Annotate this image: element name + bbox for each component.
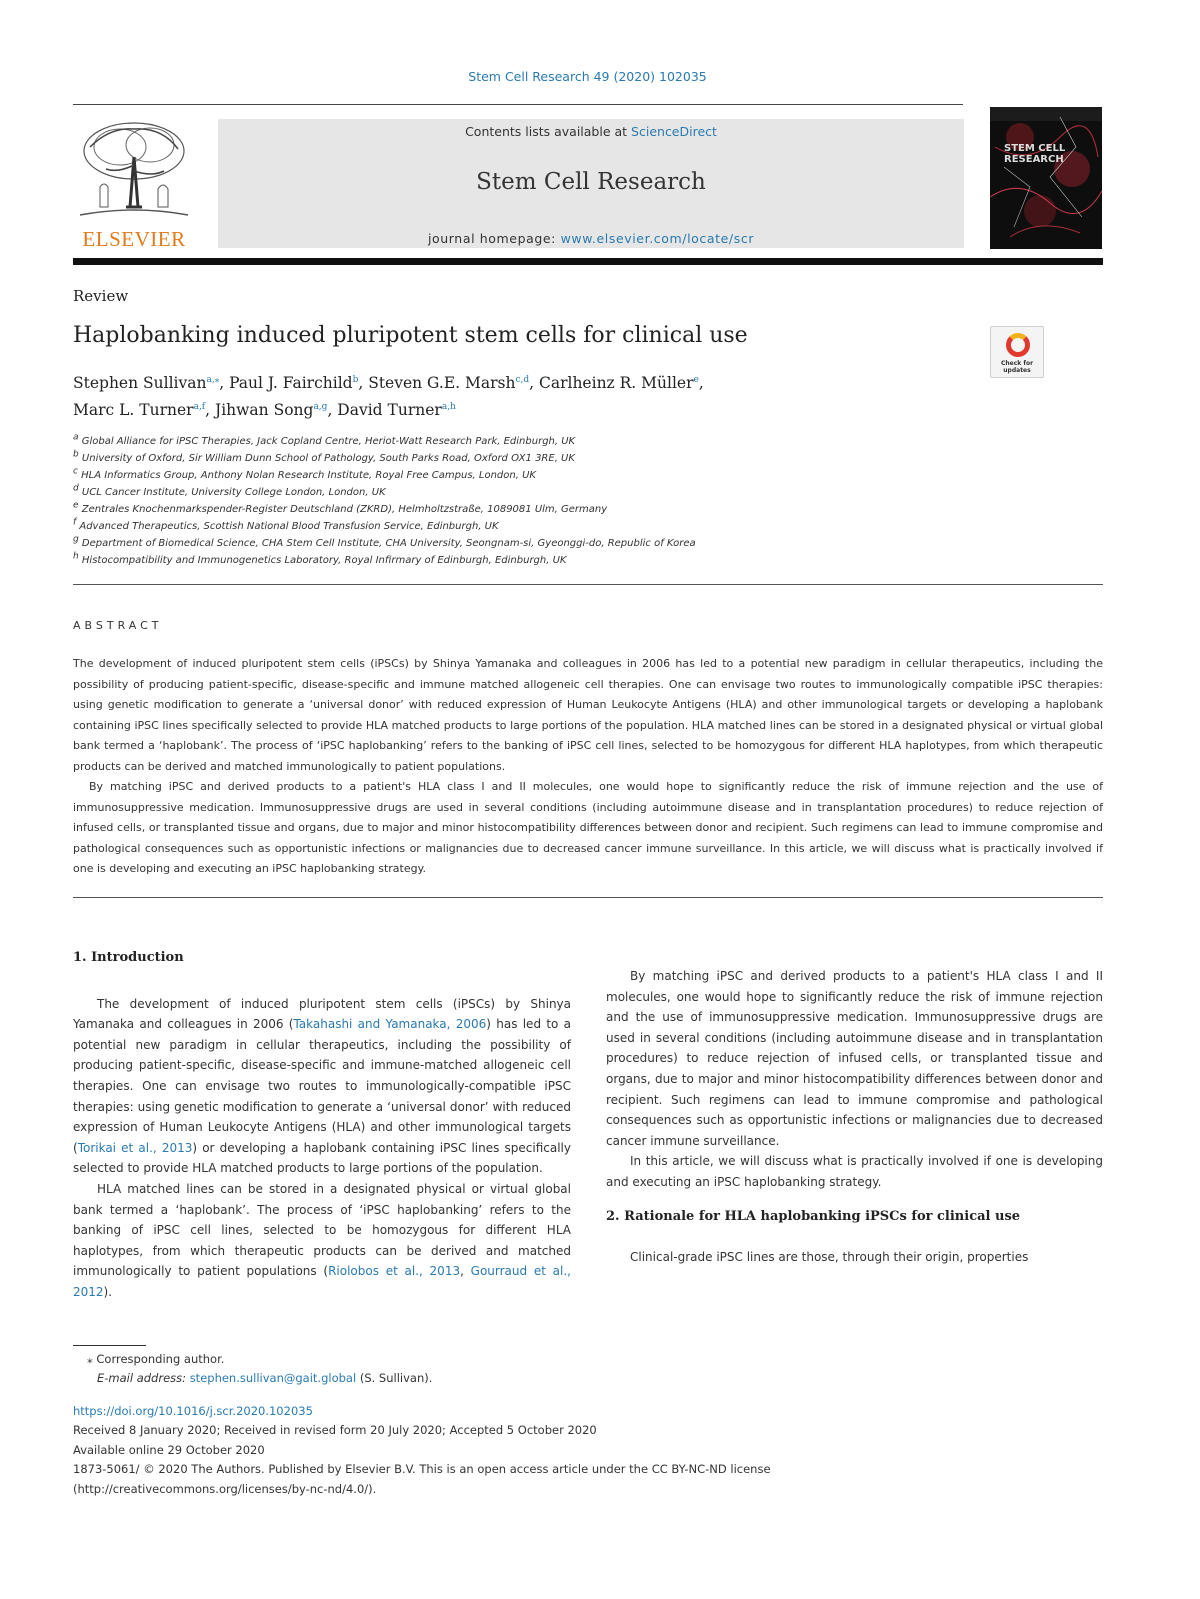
citation-link[interactable]: Takahashi and Yamanaka, 2006 [293, 1017, 487, 1032]
email-link[interactable]: stephen.sullivan@gait.global [189, 1371, 357, 1385]
author-affiliation-marker[interactable]: a,⁎ [206, 374, 220, 385]
author-separator: , [205, 401, 215, 419]
license-url[interactable]: (http://creativecommons.org/licenses/by-nc-nd/4.0/). [73, 1481, 377, 1496]
author-separator: , [358, 374, 369, 392]
author-separator: , [698, 374, 704, 392]
check-for-updates-button[interactable] [990, 326, 1044, 378]
homepage-link[interactable]: www.elsevier.com/locate/scr [560, 231, 755, 246]
author[interactable]: Stephen Sullivan$^{a,⁎}$ [73, 374, 220, 392]
homepage-line [218, 231, 964, 246]
affiliation-item: $^c$ HLA Informatics Group, Anthony Nolan Research Institute, Royal Free Campus, London, UK [73, 466, 536, 481]
author-list [73, 370, 973, 424]
citation-link[interactable]: Gourraud et al., 2012 [73, 1264, 571, 1299]
author[interactable]: Jihwan Song$^{a,g}$ [215, 401, 328, 419]
body-paragraph: In this article, we will discuss what is practically involved if one is developing and executing an iPSC haplobanking strategy. [606, 1154, 1103, 1189]
author[interactable]: Carlheinz R. Müller$^e$ [538, 374, 699, 392]
body-paragraph: HLA matched lines can be stored in a designated physical or virtual global bank termed a ‘haplobank’. The process of ‘iPSC haplobanking’ refers to the banking of iPSC cell lines, selected to be homozygous for different HLA haplotypes, from which therapeutic products can be derived and matched immunologically to patient populations (Riolobos et al., 2013, Gourraud et al., 2012). [73, 1181, 571, 1299]
author[interactable]: Steven G.E. Marsh$^{c,d}$ [368, 374, 530, 392]
email-note: E-mail address: stephen.sullivan@gait.global (S. Sullivan). [97, 1371, 433, 1385]
body-paragraph: Clinical-grade iPSC lines are those, through their origin, properties [630, 1250, 1029, 1265]
contents-prefix: Contents lists available at [465, 124, 632, 139]
article-title: Haplobanking induced pluripotent stem cells for clinical use [73, 323, 748, 348]
elsevier-logo[interactable] [70, 117, 198, 252]
body-right-column [606, 946, 1103, 1268]
author-affiliation-marker[interactable]: a,h [441, 401, 456, 412]
affiliation-item: $^g$ Department of Biomedical Science, CHA Stem Cell Institute, CHA University, Seongnam-si, Gyeonggi-do, Republic of Korea [73, 534, 696, 549]
section-heading-rationale: 2. Rationale for HLA haplobanking iPSCs for clinical use [606, 1208, 1021, 1224]
author-separator: , [219, 374, 230, 392]
sciencedirect-link[interactable]: ScienceDirect [631, 124, 717, 139]
footnote-rule [73, 1345, 146, 1346]
cover-title: STEM CELL RESEARCH [1004, 143, 1066, 165]
author-affiliation-marker[interactable]: a,f [193, 401, 206, 412]
contents-line [218, 124, 964, 139]
license-line: 1873-5061/ © 2020 The Authors. Published by Elsevier B.V. This is an open access article under the CC BY-NC-ND license [73, 1462, 771, 1477]
citation-link[interactable]: Torikai et al., 2013 [77, 1140, 193, 1155]
journal-title: Stem Cell Research [476, 169, 706, 195]
journal-cover[interactable] [990, 107, 1102, 249]
author-affiliation-marker[interactable]: e [693, 374, 699, 385]
affiliation-item: $^b$ University of Oxford, Sir William Dunn School of Pathology, South Parks Road, Oxford OX1 3RE, UK [73, 449, 575, 464]
publication-info [73, 1402, 973, 1499]
author-separator: , [529, 374, 539, 392]
check-updates-icon [1006, 333, 1030, 357]
cover-artwork [990, 107, 1102, 249]
abstract-paragraph: The development of induced pluripotent stem cells (iPSCs) by Shinya Yamanaka and colleagues in 2006 has led to a potential new paradigm in cellular therapeutics, including the possibility of producing patient-specific, disease-specific and immune matched allogeneic cell therapies. One can envisage two routes to immunologically compatible iPSC therapies: using genetic modification to generate a ‘universal donor’ with reduced expression of Human Leukocyte Antigens (HLA) and other immunological targets or developing a haplobank containing iPSC lines specifically selected to provide HLA matched products to large portions of the population. HLA matched lines can be stored in a designated physical or virtual global bank termed a ‘haplobank’. The process of ‘iPSC haplobanking’ refers to the banking of iPSC cell lines, selected to be homozygous for different HLA haplotypes, from which therapeutic products can be derived and matched immunologically to patient populations. [73, 657, 1103, 773]
body-left-column [73, 948, 571, 1303]
article-type: Review [73, 287, 129, 305]
doi-link[interactable]: https://doi.org/10.1016/j.scr.2020.102035 [73, 1404, 313, 1418]
citation-link[interactable]: Riolobos et al., 2013 [328, 1264, 461, 1279]
abstract-heading: ABSTRACT [73, 619, 163, 632]
elsevier-wordmark: ELSEVIER [82, 227, 186, 251]
abstract-paragraph: By matching iPSC and derived products to a patient's HLA class I and II molecules, one would hope to significantly reduce the risk of immune rejection and the use of immunosuppressive medication. Immunosuppressive drugs are used in several conditions (including autoimmune disease and in transplantation procedures) to reduce rejection of infused cells, or transplanted tissue and organs, due to major and minor histocompatibility differences between donor and recipient. Such regimens can lead to immune compromise and pathological consequences such as opportunistic infections or malignancies due to decreased cancer immune surveillance. In this article, we will discuss what is practically involved if one is developing and executing an iPSC haplobanking strategy. [73, 780, 1103, 875]
affiliation-rule [73, 584, 1103, 585]
affiliation-item: $^f$ Advanced Therapeutics, Scottish National Blood Transfusion Service, Edinburgh, UK [73, 517, 499, 532]
affiliation-item: $^a$ Global Alliance for iPSC Therapies, Jack Copland Centre, Heriot-Watt Research Park, Edinburgh, UK [73, 432, 576, 447]
homepage-prefix: journal homepage: [427, 231, 561, 246]
check-updates-label: Check for updates [1000, 360, 1034, 374]
author[interactable]: David Turner$^{a,h}$ [337, 401, 456, 419]
header-rule [73, 104, 963, 105]
body-paragraph: The development of induced pluripotent stem cells (iPSCs) by Shinya Yamanaka and colleagues in 2006 (Takahashi and Yamanaka, 2006) has led to a potential new paradigm in cellular therapeutics, including the possibility of producing patient-specific, disease-specific and immune-matched allogeneic cell therapies. One can envisage two routes to immunologically-compatible iPSC therapies: using genetic modification to generate a ‘universal donor’ with reduced expression of Human Leukocyte Antigens (HLA) and other immunological targets (Torikai et al., 2013) or developing a haplobank containing iPSC lines specifically selected to provide HLA matched products to large portions of the population. [73, 996, 572, 1176]
author-affiliation-marker[interactable]: c,d [515, 374, 530, 385]
section-heading-introduction: 1. Introduction [73, 950, 184, 965]
affiliation-list [73, 433, 973, 569]
elsevier-tree-icon [70, 117, 198, 225]
abstract-body [73, 654, 1103, 880]
author-affiliation-marker[interactable]: a,g [313, 401, 328, 412]
body-paragraph: By matching iPSC and derived products to a patient's HLA class I and II molecules, one would hope to significantly reduce the risk of immune rejection and the use of immunosuppressive medication. Immunosuppressive drugs are used in several conditions (including autoimmune disease and in transplantation procedures) to reduce rejection of infused cells, or transplanted tissue and organs, due to major and minor histocompatibility differences between donor and recipient. Such regimens can lead to immune compromise and pathological consequences such as opportunistic infections or malignancies due to decreased cancer immune surveillance. [606, 969, 1103, 1148]
corresponding-author-note: ⁎ Corresponding author. [87, 1352, 225, 1366]
author[interactable]: Paul J. Fairchild$^b$ [229, 374, 359, 392]
author[interactable]: Marc L. Turner$^{a,f}$ [73, 401, 206, 419]
header-thick-rule [73, 258, 1103, 265]
available-online: Available online 29 October 2020 [73, 1442, 265, 1457]
affiliation-item: $^e$ Zentrales Knochenmarkspender-Register Deutschland (ZKRD), Helmholtzstraße, 1089081 Ulm, Germany [73, 500, 608, 515]
author-affiliation-marker[interactable]: b [352, 374, 359, 385]
affiliation-item: $^d$ UCL Cancer Institute, University College London, London, UK [73, 483, 386, 498]
abstract-rule [73, 897, 1103, 898]
journal-reference[interactable]: Stem Cell Research 49 (2020) 102035 [468, 69, 707, 84]
footnotes [73, 1350, 773, 1388]
received-dates: Received 8 January 2020; Received in revised form 20 July 2020; Accepted 5 October 2020 [73, 1423, 597, 1438]
journal-banner [218, 119, 964, 248]
author-separator: , [327, 401, 338, 419]
affiliation-item: $^h$ Histocompatibility and Immunogenetics Laboratory, Royal Infirmary of Edinburgh, Edinburgh, UK [73, 551, 567, 566]
